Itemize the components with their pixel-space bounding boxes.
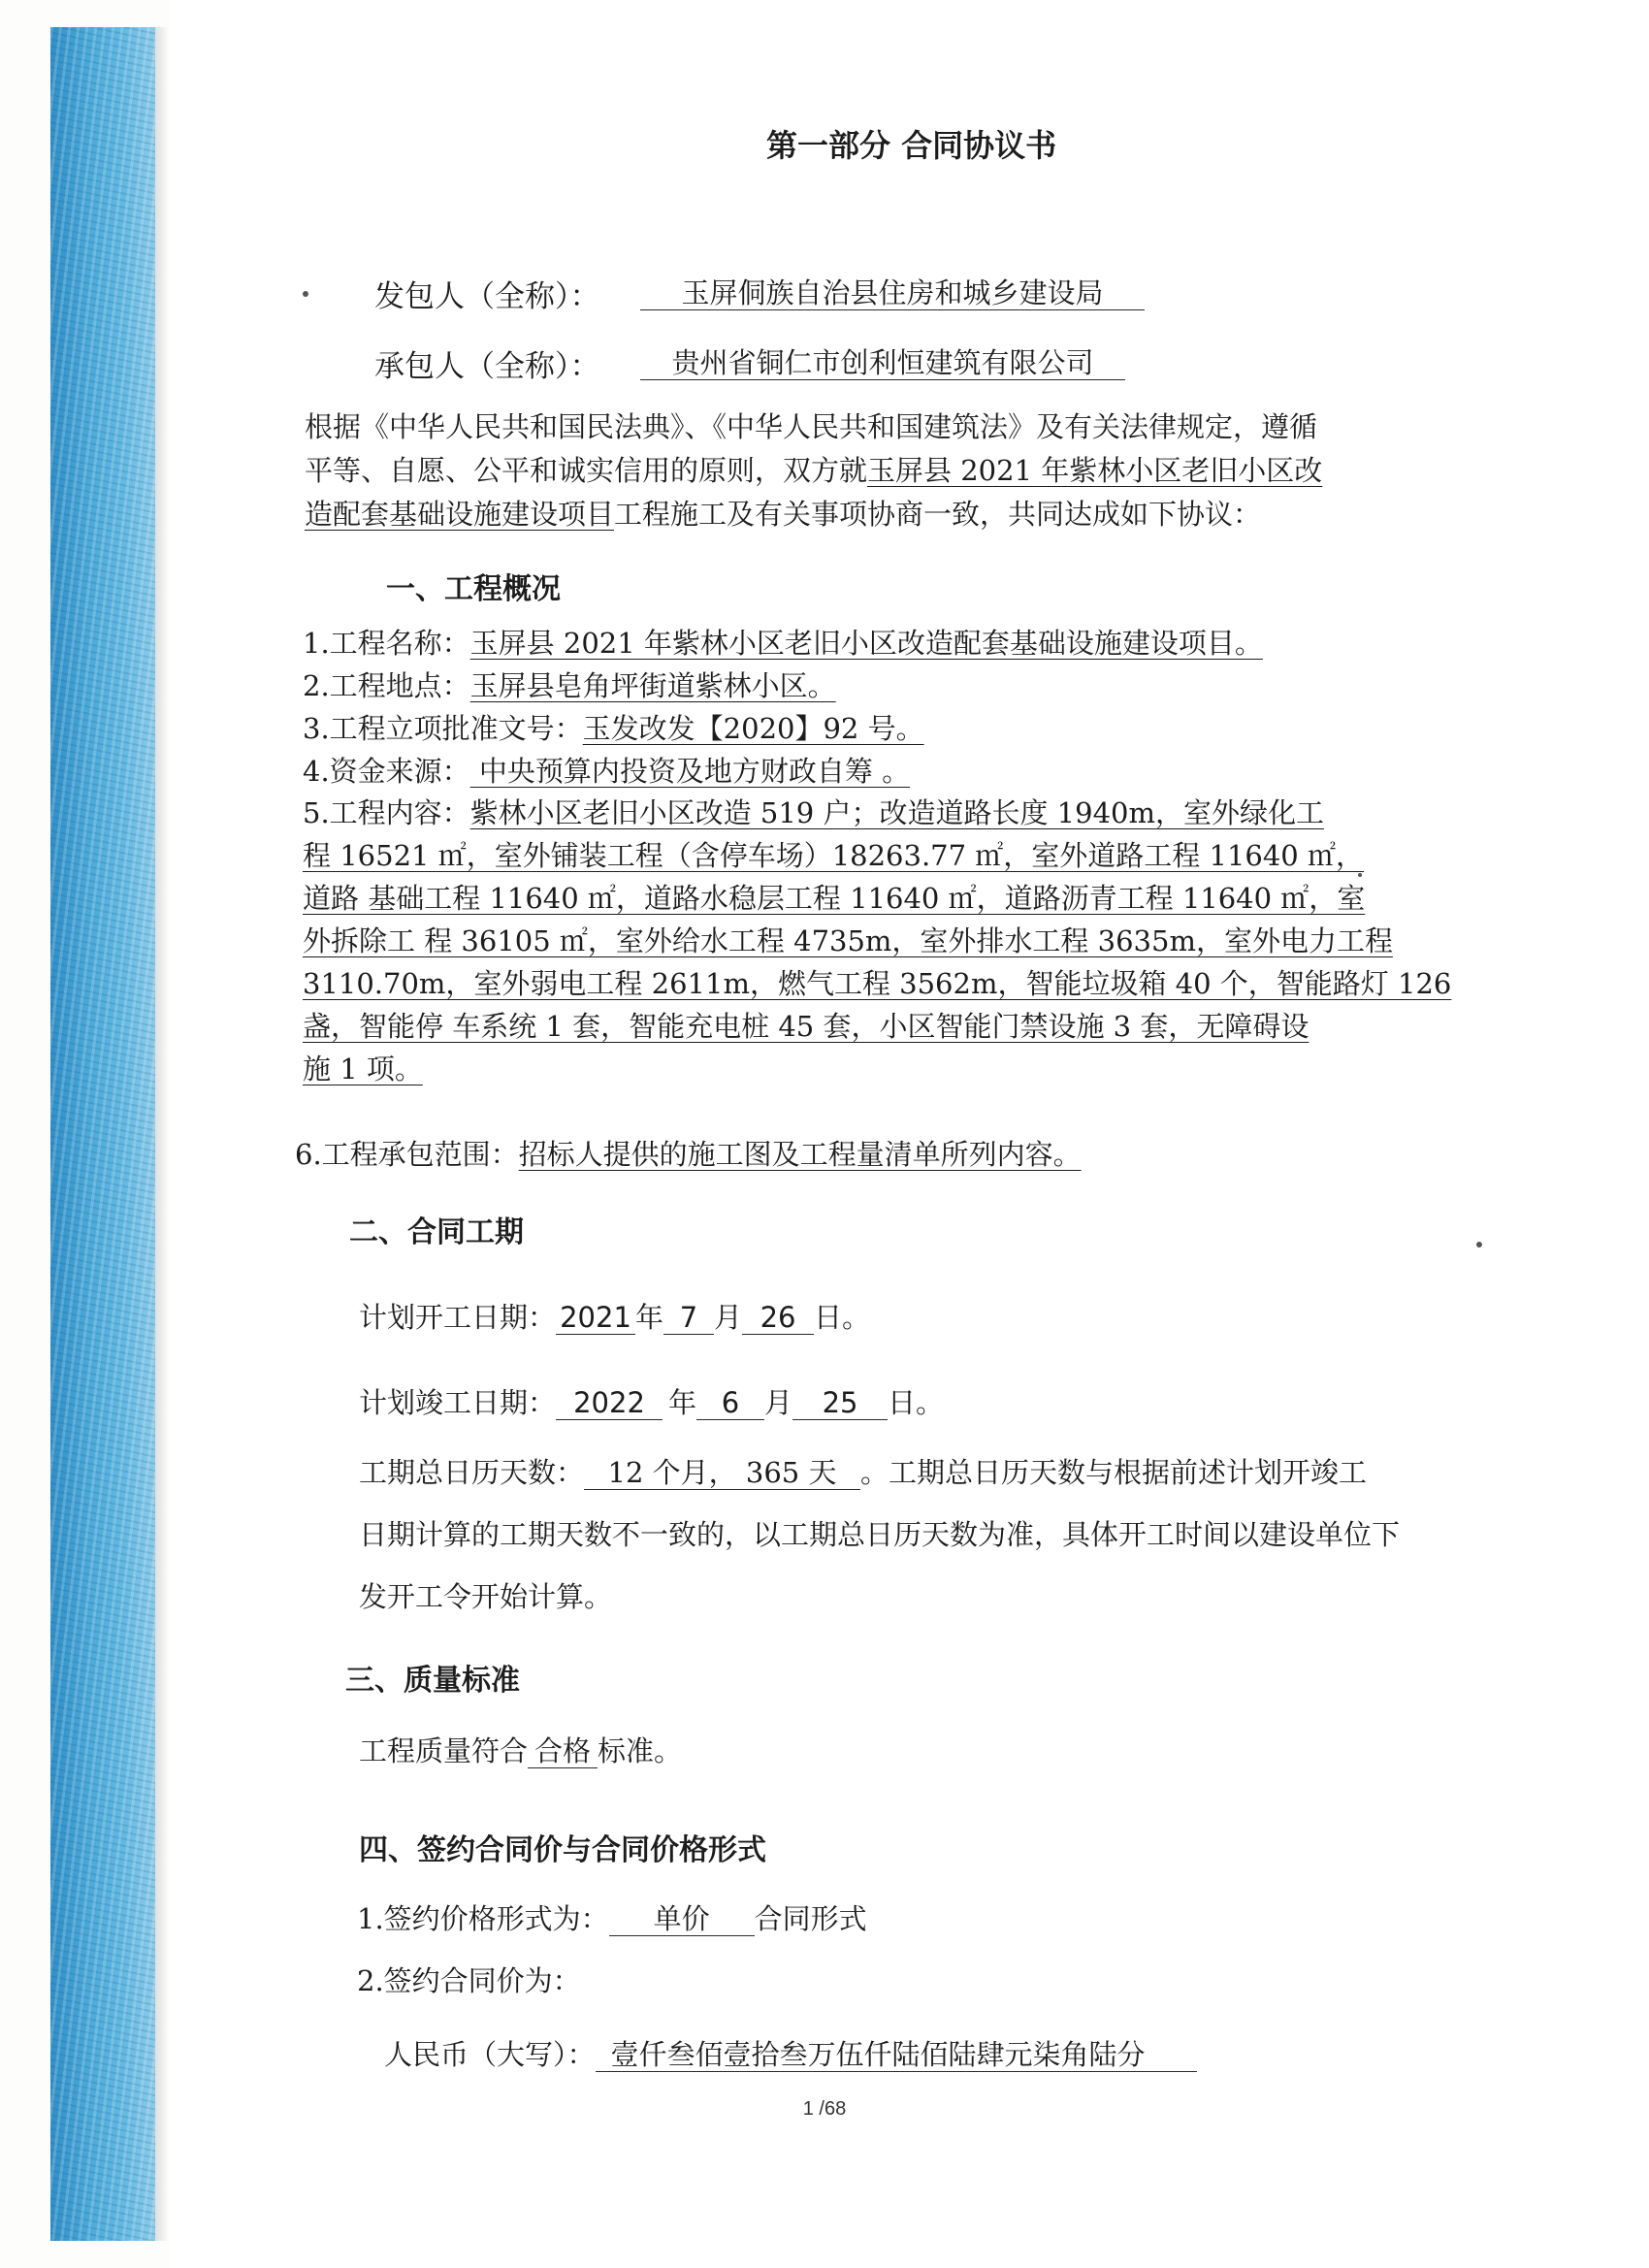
- price-form-value: 单价: [609, 1902, 755, 1936]
- project-name-part-1: 玉屏县 2021 年紫林小区老旧小区改: [867, 454, 1323, 487]
- start-date-row: [359, 1300, 870, 1335]
- intro-line-2: [305, 453, 1322, 488]
- page-number: 1 /68: [802, 2098, 847, 2120]
- duration-row: [359, 1455, 1367, 1490]
- start-month: 7: [663, 1301, 714, 1335]
- duration-text-2: 日期计算的工期天数不一致的，以工期总日历天数为准，具体开工时间以建设单位下: [359, 1518, 1401, 1551]
- month-char: 月: [764, 1386, 793, 1419]
- end-date-label: 计划竣工日期：: [359, 1386, 557, 1419]
- end-date-row: [359, 1385, 944, 1420]
- day-char: 日。: [814, 1301, 871, 1334]
- section-2-heading: 二、合同工期: [349, 1215, 524, 1249]
- start-date-label: 计划开工日期：: [359, 1301, 557, 1334]
- day-char: 日。: [888, 1386, 945, 1419]
- quality-text-a: 工程质量符合: [359, 1734, 529, 1767]
- intro-line-1: 根据《中华人民共和国民法典》、《中华人民共和国建筑法》及有关法律规定，遵循: [305, 410, 1318, 443]
- month-char: 月: [714, 1301, 743, 1334]
- approval-value: 玉发改发【2020】92 号。: [582, 712, 924, 745]
- duration-label: 工期总日历天数：: [359, 1456, 585, 1489]
- spine-shadow: [155, 27, 169, 2241]
- page-title: 第一部分 合同协议书: [766, 127, 1057, 164]
- content-line-3: 道路 基础工程 11640 ㎡，道路水稳层工程 11640 ㎡，道路沥青工程 11640 ㎡，室: [303, 882, 1366, 915]
- start-year: 2021: [556, 1301, 635, 1335]
- start-day: 26: [742, 1301, 814, 1335]
- section-3-heading: 三、质量标准: [345, 1664, 520, 1698]
- content-line-1: 紫林小区老旧小区改造 519 户；改造道路长度 1940m，室外绿化工: [469, 796, 1324, 829]
- project-site-row: [303, 668, 836, 703]
- contractor-label: 承包人（全称）：: [374, 349, 600, 384]
- content-label: 5.工程内容：: [303, 796, 470, 829]
- content-line-6: 盏，智能停 车系统 1 套，智能充电桩 45 套，小区智能门禁设施 3 套，无障碍设: [303, 1010, 1310, 1043]
- employer-label: 发包人（全称）：: [374, 279, 600, 314]
- fund-value: 中央预算内投资及地方财政自筹 。: [469, 755, 911, 788]
- rmb-label: 人民币（大写）：: [384, 2038, 596, 2071]
- intro-line-3: [305, 497, 1261, 532]
- section-1-heading: 一、工程概况: [386, 572, 561, 606]
- duration-text-3: 发开工令开始计算。: [359, 1580, 613, 1613]
- contractor-name: 贵州省铜仁市创利恒建筑有限公司: [640, 346, 1125, 380]
- fund-row: [303, 754, 910, 789]
- fund-label: 4.资金来源：: [303, 755, 470, 788]
- approval-label: 3.工程立项批准文号：: [303, 712, 583, 745]
- content-line-7: 施 1 项。: [303, 1053, 423, 1085]
- year-char: 年: [668, 1386, 697, 1419]
- price-form-suffix: 合同形式: [754, 1902, 867, 1935]
- scan-speck: [1476, 1242, 1482, 1247]
- content-line-2: 程 16521 ㎡，室外铺装工程（含停车场）18263.77 ㎡，室外道路工程 11640 ㎡，: [303, 839, 1364, 872]
- rmb-value: 壹仟叁佰壹拾叁万伍仟陆佰陆肆元柒角陆分: [596, 2038, 1197, 2072]
- scan-speck: [303, 291, 308, 297]
- year-char: 年: [635, 1301, 664, 1334]
- quality-text-b: 标准。: [598, 1734, 683, 1767]
- content-line-4: 外拆除工 程 36105 ㎡，室外给水工程 4735m，室外排水工程 3635m，室外电力工程: [303, 924, 1393, 957]
- project-site-value: 玉屏县皂角坪街道紫林小区。: [469, 669, 836, 702]
- end-month: 6: [696, 1386, 764, 1420]
- price-form-row: [357, 1901, 867, 1936]
- binding-spine: [50, 27, 155, 2241]
- quality-row: [359, 1733, 682, 1768]
- scope-row: [295, 1137, 1082, 1172]
- price-form-label: 1.签约价格形式为：: [357, 1902, 609, 1935]
- duration-value: 12 个月， 365 天: [584, 1456, 860, 1490]
- end-day: 25: [792, 1386, 888, 1420]
- project-name-part-2: 造配套基础设施建设项目: [305, 498, 615, 531]
- content-row-1: [303, 795, 1324, 830]
- content-line-5: 3110.70m，室外弱电工程 2611m，燃气工程 3562m，智能垃圾箱 40 个，智能路灯 126: [303, 967, 1452, 1000]
- intro-line-3-text: 工程施工及有关事项协商一致，共同达成如下协议：: [614, 498, 1262, 531]
- project-name-label: 1.工程名称：: [303, 627, 470, 660]
- intro-line-2-text: 平等、自愿、公平和诚实信用的原则，双方就: [305, 454, 868, 487]
- scope-value: 招标人提供的施工图及工程量清单所列内容。: [518, 1138, 1082, 1171]
- section-4-heading: 四、签约合同价与合同价格形式: [359, 1833, 766, 1867]
- employer-name: 玉屏侗族自治县住房和城乡建设局: [640, 276, 1145, 310]
- project-name-row: [303, 626, 1263, 661]
- scope-label: 6.工程承包范围：: [295, 1138, 519, 1171]
- scan-speck: [1358, 873, 1362, 877]
- rmb-row: [384, 2037, 1197, 2072]
- project-name-value: 玉屏县 2021 年紫林小区老旧小区改造配套基础设施建设项目。: [469, 627, 1263, 660]
- project-site-label: 2.工程地点：: [303, 669, 470, 702]
- duration-text-1: 。工期总日历天数与根据前述计划开竣工: [860, 1456, 1368, 1489]
- approval-row: [303, 711, 924, 746]
- contract-price-label: 2.签约合同价为：: [357, 1964, 581, 1997]
- end-year: 2022: [556, 1386, 663, 1420]
- quality-value: 合格: [528, 1734, 598, 1768]
